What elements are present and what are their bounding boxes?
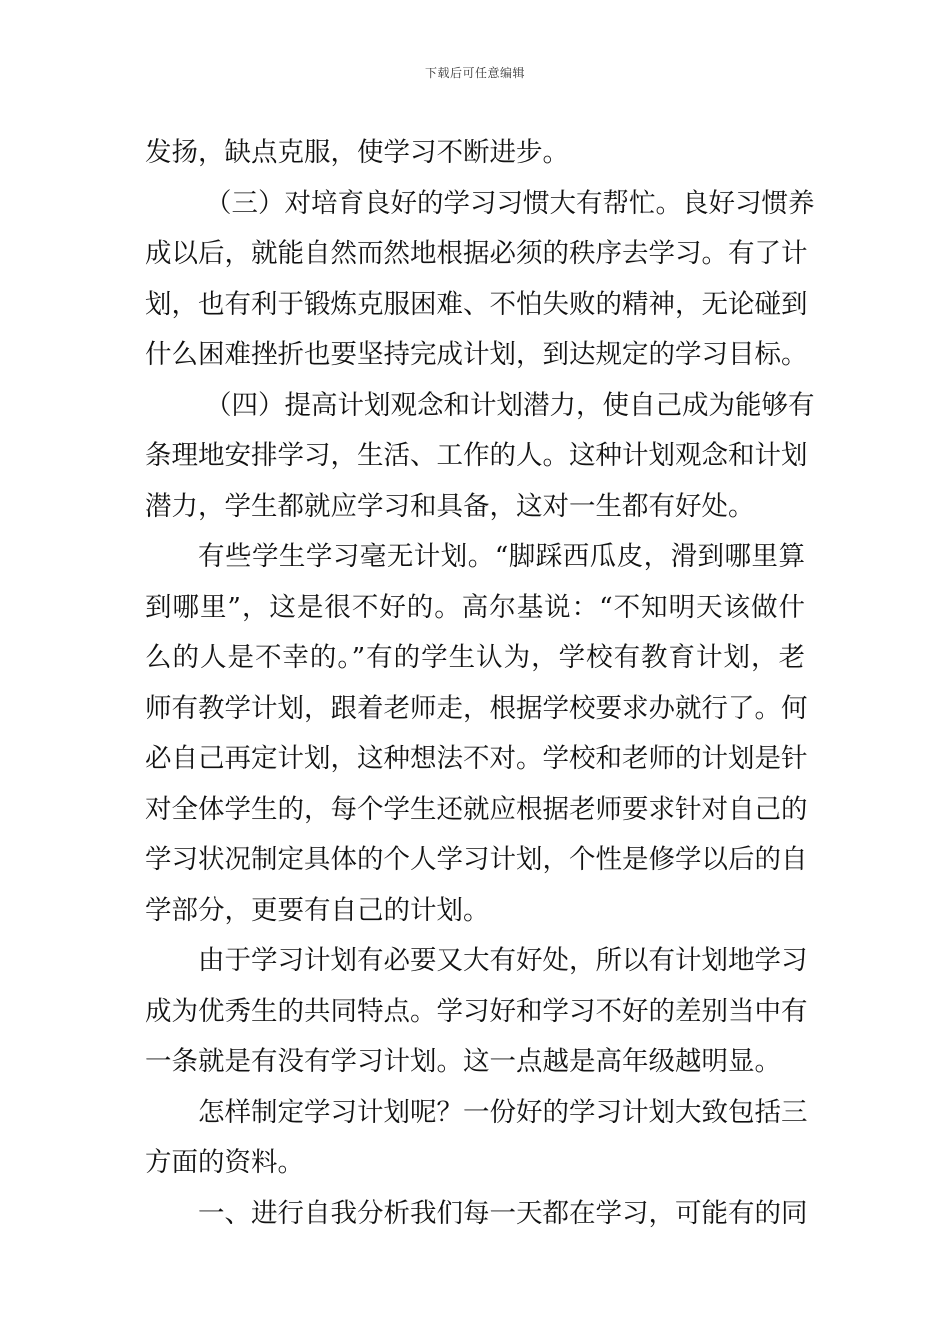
text-line: 学部分，更要有自己的计划。 (145, 894, 490, 926)
text-line: 师有教学计划，跟着老师走，根据学校要求办就行了。何 (145, 692, 808, 724)
text-line: 一条就是有没有学习计划。这一点越是高年级越明显。 (145, 1046, 781, 1077)
text-line: 方面的资料。 (145, 1147, 304, 1178)
text-line: 对全体学生的，每个学生还就应根据老师要求针对自己的 (145, 793, 808, 825)
body-text (145, 128, 815, 1239)
text-line: 发扬，缺点克服，使学习不断进步。 (145, 137, 569, 168)
text-line: 由于学习计划有必要又大有好处，所以有计划地学习 (198, 945, 808, 976)
text-line: 到哪里”，这是很不好的。高尔基说：“不知明天该做什 (145, 591, 805, 623)
text-line: 成为优秀生的共同特点。学习好和学习不好的差别当中有 (145, 995, 808, 1027)
text-line: 学习状况制定具体的个人学习计划，个性是修学以后的自 (145, 844, 808, 875)
text-line: 条理地安排学习，生活、工作的人。这种计划观念和计划 (145, 440, 808, 471)
text-line: （四）提高计划观念和计划潜力，使自己成为能够有 (205, 389, 815, 421)
text-line: 成以后，就能自然而然地根据必须的秩序去学习。有了计 (145, 238, 808, 269)
text-line: 必自己再定计划，这种想法不对。学校和老师的计划是针 (145, 743, 808, 774)
text-line: 怎样制定学习计划呢？一份好的学习计划大致包括三 (198, 1096, 808, 1128)
text-line: 潜力，学生都就应学习和具备，这对一生都有好处。 (145, 490, 755, 522)
text-line: 划，也有利于锻炼克服困难、不怕失败的精神，无论碰到 (145, 288, 808, 320)
text-line: 么的人是不幸的。”有的学生认为，学校有教育计划，老 (145, 642, 805, 673)
page-header: 下载后可任意编辑 (424, 66, 525, 80)
text-line: 什么困难挫折也要坚持完成计划，到达规定的学习目标。 (145, 339, 808, 370)
text-line: （三）对培育良好的学习习惯大有帮忙。良好习惯养 (205, 187, 815, 219)
text-line: 一、进行自我分析我们每一天都在学习，可能有的同 (198, 1197, 808, 1229)
text-line: 有些学生学习毫无计划。“脚踩西瓜皮，滑到哪里算 (198, 541, 805, 572)
